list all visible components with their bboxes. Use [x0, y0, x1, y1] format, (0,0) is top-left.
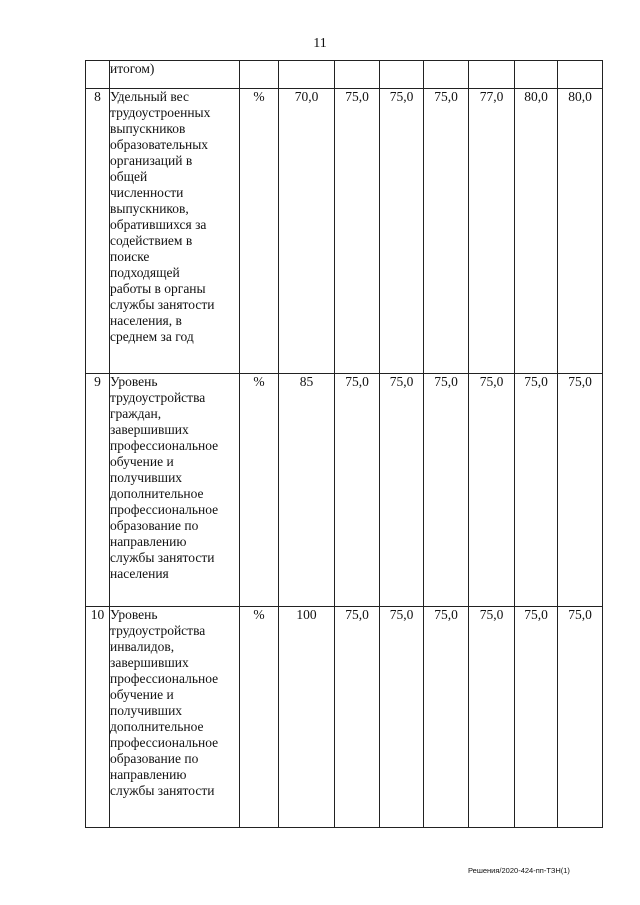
value-cell: 75,0 — [380, 89, 424, 374]
indicator-name-line: получивших — [110, 470, 183, 485]
value-cell: 80,0 — [515, 89, 558, 374]
value-cell: 70,0 — [279, 89, 335, 374]
value-cell: 75,0 — [335, 89, 380, 374]
indicator-name-cell — [110, 61, 240, 89]
indicator-name-line: общей — [110, 169, 148, 184]
row-number: 9 — [86, 374, 110, 607]
value-cell: 85 — [279, 374, 335, 607]
value-cell — [279, 61, 335, 89]
value-cell — [515, 61, 558, 89]
row-number-cell — [86, 61, 110, 89]
indicator-name-line: выпускников, — [110, 201, 189, 216]
carry-over-text: итогом) — [110, 61, 155, 76]
indicator-name-line: Уровень — [110, 374, 158, 389]
value-cell: 75,0 — [335, 607, 380, 828]
indicator-name-line: граждан, — [110, 406, 162, 421]
value-cell — [469, 61, 515, 89]
indicator-name-line: завершивших — [110, 422, 189, 437]
indicator-name-line: службы занятости — [110, 297, 215, 312]
value-cell — [558, 61, 603, 89]
value-cell: 75,0 — [515, 607, 558, 828]
indicator-name — [110, 89, 240, 374]
value-cell — [335, 61, 380, 89]
value-cell: 75,0 — [515, 374, 558, 607]
value-cell: 75,0 — [558, 374, 603, 607]
value-cell: 75,0 — [424, 607, 469, 828]
indicator-name — [110, 374, 240, 607]
value-cell: 75,0 — [469, 607, 515, 828]
unit-cell: % — [240, 374, 279, 607]
indicator-name-line: организаций в — [110, 153, 193, 168]
value-cell: 100 — [279, 607, 335, 828]
page-number: 11 — [313, 36, 327, 51]
indicator-name-line: выпускников — [110, 121, 186, 136]
indicator-name-line: дополнительное — [110, 719, 204, 734]
indicator-name-line: Уровень — [110, 607, 158, 622]
value-cell: 75,0 — [380, 374, 424, 607]
indicator-name-line: профессиональное — [110, 438, 219, 453]
value-cell: 80,0 — [558, 89, 603, 374]
indicator-name-line: образовательных — [110, 137, 209, 152]
indicator-name-line: населения, в — [110, 313, 182, 328]
indicator-name-line: дополнительное — [110, 486, 204, 501]
table-row — [86, 607, 603, 828]
value-cell: 77,0 — [469, 89, 515, 374]
value-cell: 75,0 — [380, 607, 424, 828]
indicator-name-line: трудоустройства — [110, 623, 206, 638]
indicator-name-line: профессиональное — [110, 502, 219, 517]
indicator-name-line: службы занятости — [110, 550, 215, 565]
indicator-name-line: среднем за год — [110, 329, 194, 344]
value-cell: 75,0 — [424, 89, 469, 374]
indicator-name-line: профессиональное — [110, 671, 219, 686]
indicator-name-line: Удельный вес — [110, 89, 189, 104]
value-cell — [380, 61, 424, 89]
indicator-name — [110, 607, 240, 828]
value-cell: 75,0 — [469, 374, 515, 607]
indicator-name-line: образование по — [110, 751, 199, 766]
indicator-name-line: поиске — [110, 249, 150, 264]
indicator-name-line: направлению — [110, 767, 187, 782]
indicator-name-line: трудоустройства — [110, 390, 206, 405]
value-cell — [424, 61, 469, 89]
indicator-name-line: населения — [110, 566, 169, 581]
table-row-carry-over — [86, 61, 603, 89]
indicator-name-line: обучение и — [110, 687, 174, 702]
value-cell: 75,0 — [424, 374, 469, 607]
row-number: 10 — [86, 607, 110, 828]
indicator-name-line: численности — [110, 185, 184, 200]
indicator-name-line: обратившихся за — [110, 217, 207, 232]
indicator-name-line: образование по — [110, 518, 199, 533]
indicator-name-line: обучение и — [110, 454, 174, 469]
value-cell: 75,0 — [558, 607, 603, 828]
indicator-name-line: работы в органы — [110, 281, 206, 296]
document-footer-reference: Решения/2020-424-пп-ТЗН(1) — [468, 866, 570, 875]
row-number: 8 — [86, 89, 110, 374]
table-row — [86, 89, 603, 374]
unit-cell — [240, 61, 279, 89]
indicator-name-line: получивших — [110, 703, 183, 718]
indicator-name-line: завершивших — [110, 655, 189, 670]
unit-cell: % — [240, 607, 279, 828]
indicator-name-line: трудоустроенных — [110, 105, 211, 120]
value-cell: 75,0 — [335, 374, 380, 607]
indicator-name-line: профессиональное — [110, 735, 219, 750]
indicator-name-line: направлению — [110, 534, 187, 549]
indicator-name-line: подходящей — [110, 265, 180, 280]
indicator-name-line: инвалидов, — [110, 639, 175, 654]
table-row — [86, 374, 603, 607]
unit-cell: % — [240, 89, 279, 374]
indicator-table — [85, 60, 603, 828]
indicator-name-line: содействием в — [110, 233, 193, 248]
indicator-name-line: службы занятости — [110, 783, 215, 798]
